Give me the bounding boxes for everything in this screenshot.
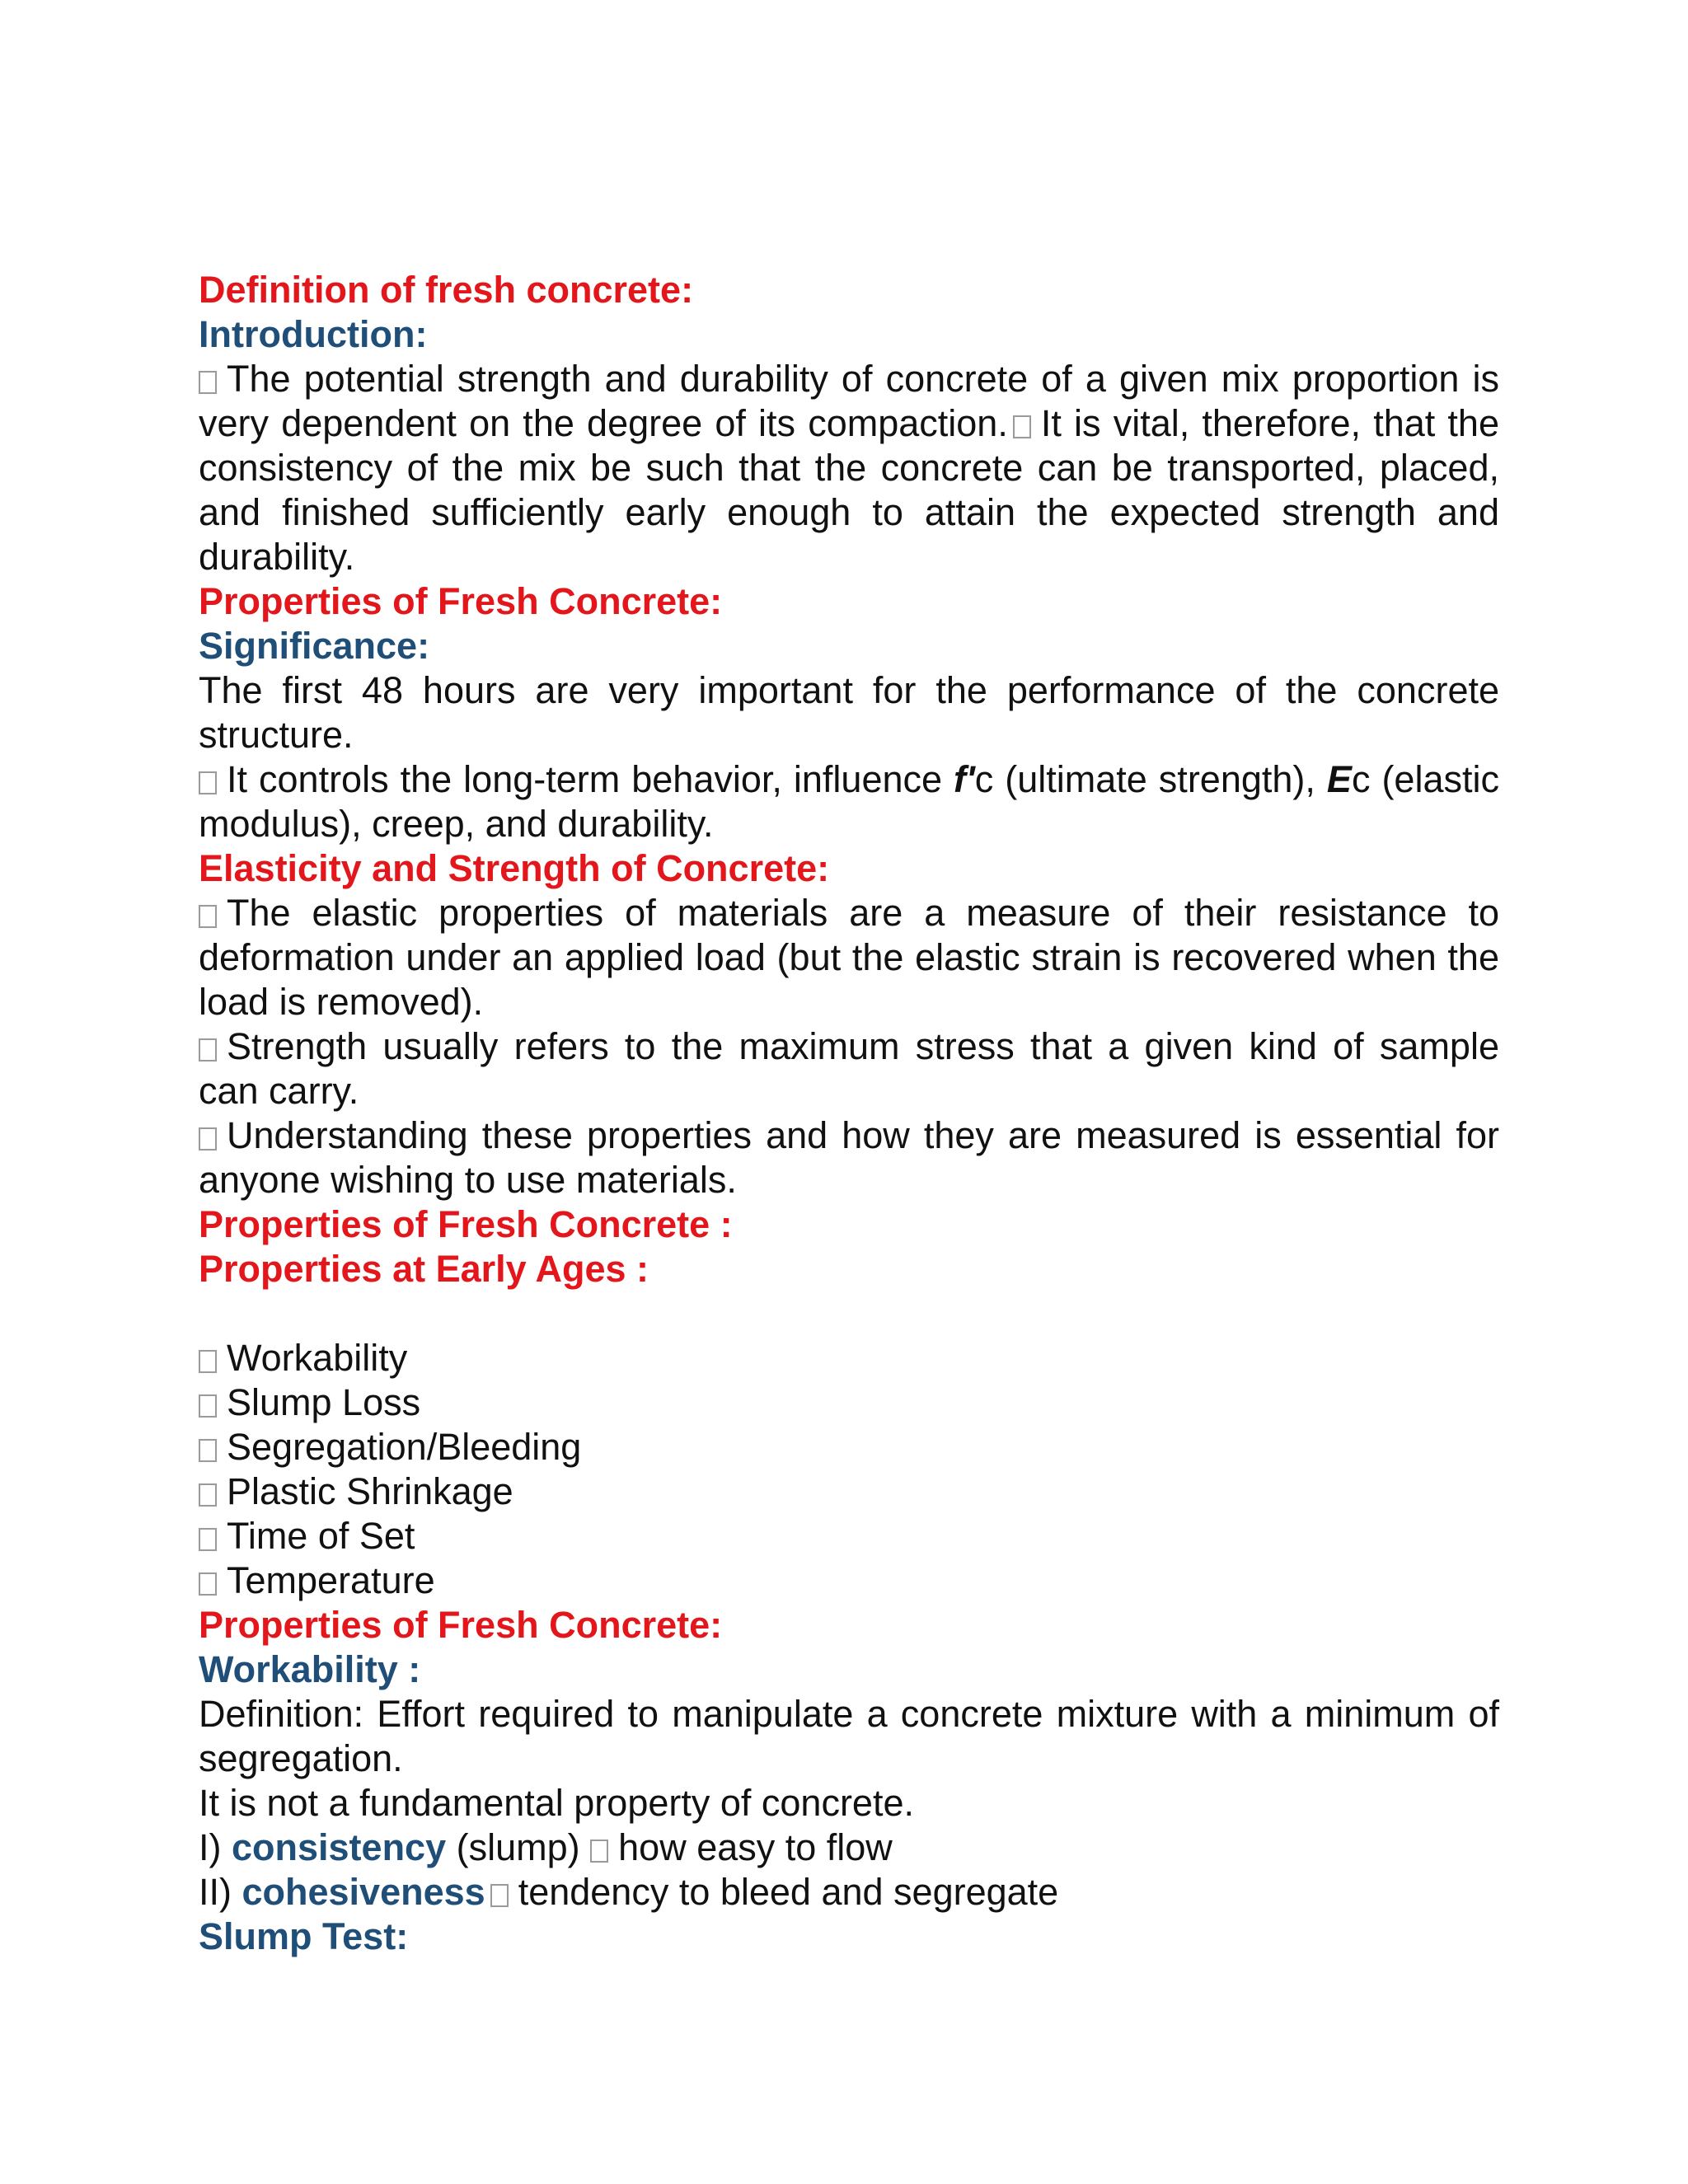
workability-heading: Workability : <box>199 1648 421 1690</box>
missing-glyph-box-icon <box>199 1394 217 1418</box>
list-item <box>199 1425 1499 1469</box>
missing-glyph-box-icon <box>199 1350 217 1373</box>
workability-definition: Definition: Effort required to manipulate a concrete mixture with a minimum of segregation. <box>199 1693 1499 1779</box>
workability-note: It is not a fundamental property of concrete. <box>199 1782 914 1824</box>
cohesiveness-keyword: cohesiveness <box>241 1871 485 1913</box>
list-item-label: Segregation/Bleeding <box>227 1426 582 1468</box>
missing-glyph-box-icon <box>590 1840 608 1863</box>
list-item <box>199 1514 1499 1558</box>
sig-text-c: c (elastic modulus), creep, and durability. <box>199 758 1499 845</box>
item1-prefix: I) <box>199 1826 232 1868</box>
consistency-line <box>199 1825 1499 1870</box>
missing-glyph-box-icon <box>199 371 217 394</box>
elasticity-text-3: Understanding these properties and how they are measured is essential for anyone wishing to use materials. <box>199 1114 1499 1201</box>
elasticity-paragraph-3 <box>199 1113 1499 1202</box>
intro-text-a: The potential strength and durability of concrete of a given mix proportion is very dependent on the degree of its compaction. <box>199 358 1499 444</box>
list-item <box>199 1469 1499 1514</box>
sig-text-a: It controls the long-term behavior, influence <box>227 758 954 800</box>
elasticity-text-1: The elastic properties of materials are a measure of their resistance to deformation under an applied load (but the elastic strain is recovered when the load is removed). <box>199 892 1499 1023</box>
list-item-label: Plastic Shrinkage <box>227 1470 513 1512</box>
blank-line <box>199 1291 1499 1336</box>
significance-paragraph-1: The first 48 hours are very important for the performance of the concrete structure. <box>199 669 1499 756</box>
missing-glyph-box-icon <box>1013 415 1031 438</box>
consistency-keyword: consistency <box>232 1826 447 1868</box>
early-ages-heading: Properties at Early Ages : <box>199 1248 649 1290</box>
cohesiveness-line <box>199 1870 1499 1915</box>
item2-prefix: II) <box>199 1871 242 1913</box>
missing-glyph-box-icon <box>199 905 217 928</box>
significance-paragraph-2 <box>199 757 1499 846</box>
elasticity-paragraph-2 <box>199 1024 1499 1113</box>
missing-glyph-box-icon <box>199 1572 217 1596</box>
ec-symbol: E <box>1326 758 1352 800</box>
introduction-paragraph <box>199 357 1499 579</box>
missing-glyph-box-icon <box>490 1884 509 1907</box>
definition-heading: Definition of fresh concrete: <box>199 269 694 311</box>
list-item-label: Slump Loss <box>227 1381 421 1423</box>
elasticity-heading: Elasticity and Strength of Concrete: <box>199 847 830 889</box>
slump-test-heading: Slump Test: <box>199 1915 409 1957</box>
document-page <box>199 268 1499 1959</box>
missing-glyph-box-icon <box>199 1483 217 1507</box>
sig-text-b: c (ultimate strength), <box>974 758 1327 800</box>
item2-text-b: tendency to bleed and segregate <box>518 1871 1059 1913</box>
list-item-label: Temperature <box>227 1559 435 1601</box>
list-item-label: Time of Set <box>227 1515 415 1557</box>
list-item <box>199 1558 1499 1603</box>
properties-heading-3: Properties of Fresh Concrete: <box>199 1604 723 1646</box>
list-item-label: Workability <box>227 1337 408 1379</box>
missing-glyph-box-icon <box>199 1439 217 1462</box>
list-item <box>199 1380 1499 1425</box>
missing-glyph-box-icon <box>199 1038 217 1062</box>
item1-text-a: (slump) <box>446 1826 591 1868</box>
item1-text-b: how easy to flow <box>618 1826 893 1868</box>
intro-text-b: It is vital, therefore, that the consistency of the mix be such that the concrete can be transported, placed, and finished sufficiently early enough to attain the expected strength and durability. <box>199 402 1499 578</box>
properties-heading-1: Properties of Fresh Concrete: <box>199 580 723 622</box>
elasticity-text-2: Strength usually refers to the maximum stress that a given kind of sample can carry. <box>199 1025 1499 1112</box>
missing-glyph-box-icon <box>199 771 217 794</box>
properties-heading-2: Properties of Fresh Concrete : <box>199 1203 733 1245</box>
elasticity-paragraph-1 <box>199 891 1499 1024</box>
introduction-heading: Introduction: <box>199 313 428 355</box>
significance-heading: Significance: <box>199 625 430 667</box>
missing-glyph-box-icon <box>199 1127 217 1151</box>
missing-glyph-box-icon <box>199 1528 217 1551</box>
fc-symbol: f' <box>954 758 975 800</box>
list-item <box>199 1336 1499 1380</box>
